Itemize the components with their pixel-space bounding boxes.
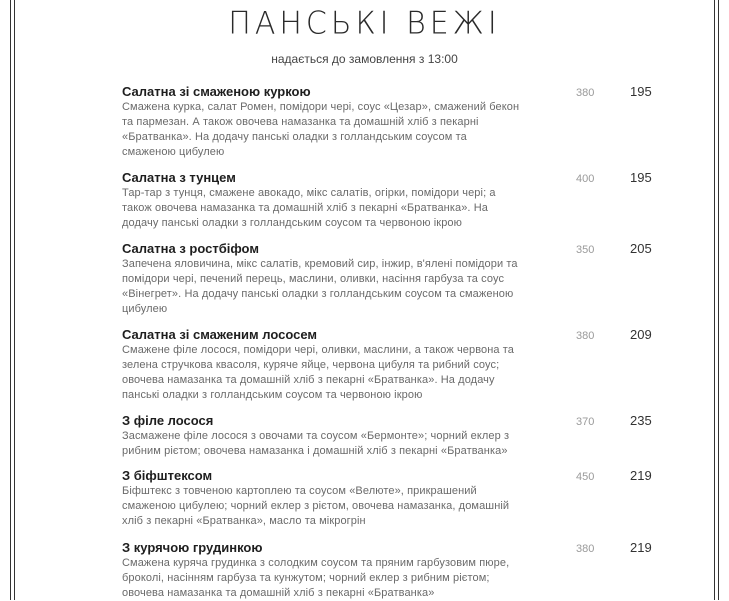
menu-item — [122, 170, 669, 241]
menu-item — [122, 241, 669, 327]
item-name: З курячою грудинкою — [122, 540, 263, 555]
item-weight: 350 — [576, 244, 595, 256]
item-weight: 370 — [576, 416, 595, 428]
item-weight: 380 — [576, 543, 595, 555]
menu-item — [122, 327, 669, 413]
item-price: 235 — [630, 413, 652, 428]
item-description: Біфштекс з товченою картоплею та соусом «Велюте», прикрашений смаженою цибулею; чорний еклер з рієтом, овочева намазанка, домашній хліб з пекарні «Братванка», масло та мікрогрін — [122, 485, 510, 527]
item-name: З філе лосося — [122, 413, 214, 428]
item-price: 219 — [630, 540, 652, 555]
item-price: 205 — [630, 241, 652, 256]
item-name: Салатна з ростбіфом — [122, 241, 259, 256]
menu-subtitle: надається до замовлення з 13:00 — [271, 52, 458, 66]
item-description: Смажене філе лосося, помідори чері, оливки, маслини, а також червона та зелена стручкова квасоля, куряче яйце, червона цибуля та рибний соус; овочева намазанка та домашній хліб з пекарні «Братванка». На додачу панські оладки з голландським соусом та червоною ікрою — [122, 344, 515, 401]
item-name: Салатна з тунцем — [122, 170, 236, 185]
item-price: 219 — [630, 468, 652, 483]
item-name: Салатна зі смаженою куркою — [122, 84, 311, 99]
item-description: Смажена куряча грудинка з солодким соусом та пряним гарбузовим пюре, броколі, насінням гарбуза та кунжутом; чорний еклер з рибним рієтом; овочева намазанка та домашній хліб з пекарні «Братванка» — [122, 557, 510, 599]
left-border-line-inner — [14, 0, 15, 600]
menu-item — [122, 84, 669, 170]
right-border-line-outer — [718, 0, 719, 600]
item-weight: 380 — [576, 330, 595, 342]
item-price: 195 — [630, 84, 652, 99]
item-weight: 380 — [576, 87, 595, 99]
item-price: 209 — [630, 327, 652, 342]
menu-item — [122, 413, 669, 468]
menu-items — [122, 84, 669, 601]
menu-item — [122, 540, 669, 601]
item-name: Салатна зі смаженим лососем — [122, 327, 318, 342]
item-description: Засмажене філе лосося з овочами та соусом «Бермонте»; чорний еклер з рибним рієтом; овочева намазанка і домашній хліб з пекарні «Братванка» — [122, 430, 510, 457]
menu-title: ПАНСЬКІ ВЕЖІ — [228, 5, 501, 42]
menu-item — [122, 468, 669, 540]
right-border-line-inner — [714, 0, 715, 600]
item-name: З біфштексом — [122, 468, 213, 483]
item-description: Смажена курка, салат Ромен, помідори чері, соус «Цезар», смажений бекон та пармезан. А також овочева намазанка та домашній хліб з пекарні «Братванка». На додачу панські оладки з голландським соусом та смаженою цибулею — [122, 101, 520, 158]
item-description: Запечена яловичина, мікс салатів, кремовий сир, інжир, в'ялені помідори та помідори чері, печений перець, маслини, оливки, насіння гарбуза та соус «Вінегрет». На додачу панські оладки з голландським соусом та смаженою цибулею — [122, 258, 518, 315]
item-weight: 400 — [576, 173, 595, 185]
left-border-line-outer — [10, 0, 11, 600]
item-description: Тар-тар з тунця, смажене авокадо, мікс салатів, огірки, помідори чері; а також овочева намазанка та домашній хліб з пекарні «Братванка». На додачу панські оладки з голландським соусом та червоною ікрою — [122, 187, 496, 229]
item-price: 195 — [630, 170, 652, 185]
item-weight: 450 — [576, 471, 595, 483]
